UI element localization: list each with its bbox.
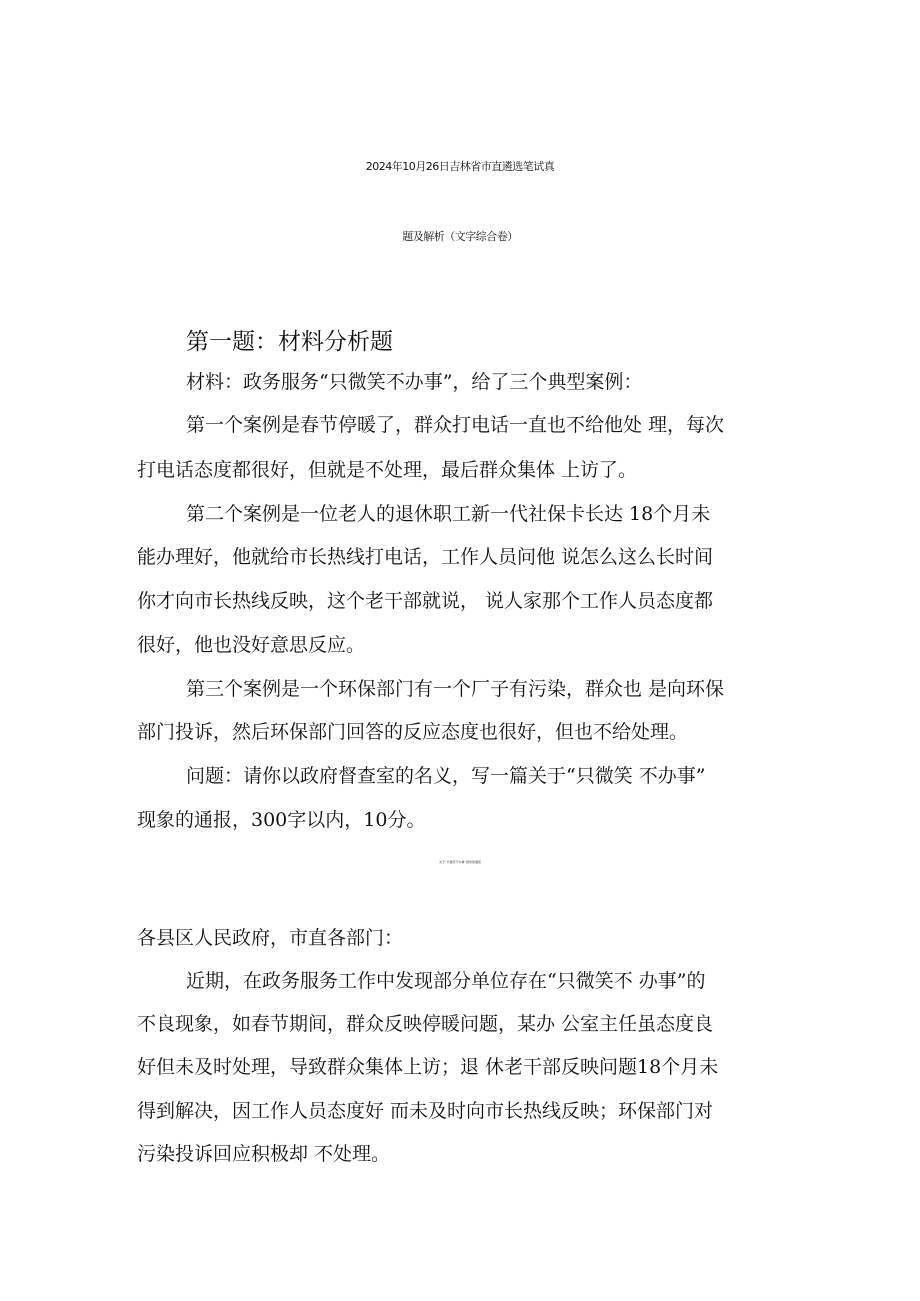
notice-line-4: 得到解决，因工作人员态度好 而未及时向市长热线反映；环保部门对	[137, 1100, 714, 1122]
notice-line-2: 不良现象，如春节期间，群众反映停暖问题，某办 公室主任虽态度良	[137, 1013, 714, 1035]
document-title-line-2: 题及解析（文字综合卷）	[402, 230, 518, 243]
body-line-case2-cont-3: 很好，他也没好意思反应。	[137, 634, 366, 656]
section-heading: 第一题：材料分析题	[186, 329, 393, 355]
document-title-line-1: 2024年10月26日吉林省市直遴选笔试真	[365, 160, 555, 173]
body-line-case3-cont: 部门投诉，然后环保部门回答的反应态度也很好，但也不给处理。	[137, 721, 689, 743]
notice-line-5: 污染投诉回应积极却 不处理。	[137, 1143, 391, 1165]
notice-line-1: 近期，在政务服务工作中发现部分单位存在“只微笑不 办事”的	[186, 970, 706, 992]
body-line-case1: 第一个案例是春节停暖了，群众打电话一直也不给他处 理，每次	[186, 414, 725, 436]
body-line-case1-cont: 打电话态度都很好，但就是不处理，最后群众集体 上访了。	[137, 459, 638, 481]
notice-salutation: 各县区人民政府，市直各部门：	[137, 927, 404, 949]
notice-line-3: 好但未及时处理，导致群众集体上访；退 休老干部反映问题18个月未	[137, 1056, 719, 1078]
notice-title: 关于“只微笑不办事”现象的通报	[438, 860, 482, 864]
body-line-case2-cont-2: 你才向市长热线反映，这个老干部就说， 说人家那个工作人员态度都	[137, 590, 714, 612]
body-line-case3: 第三个案例是一个环保部门有一个厂子有污染，群众也 是向环保	[186, 678, 725, 700]
body-line-material: 材料：政务服务“只微笑不办事”，给了三个典型案例：	[186, 371, 643, 393]
body-line-question-cont: 现象的通报，300字以内，10分。	[137, 809, 426, 831]
body-line-case2: 第二个案例是一位老人的退休职工新一代社保卡长达 18个月未	[186, 503, 711, 525]
body-line-question: 问题：请你以政府督查室的名义，写一篇关于“只微笑 不办事”	[186, 765, 706, 787]
body-line-case2-cont-1: 能办理好，他就给市长热线打电话，工作人员问他 说怎么这么长时间	[137, 546, 714, 568]
